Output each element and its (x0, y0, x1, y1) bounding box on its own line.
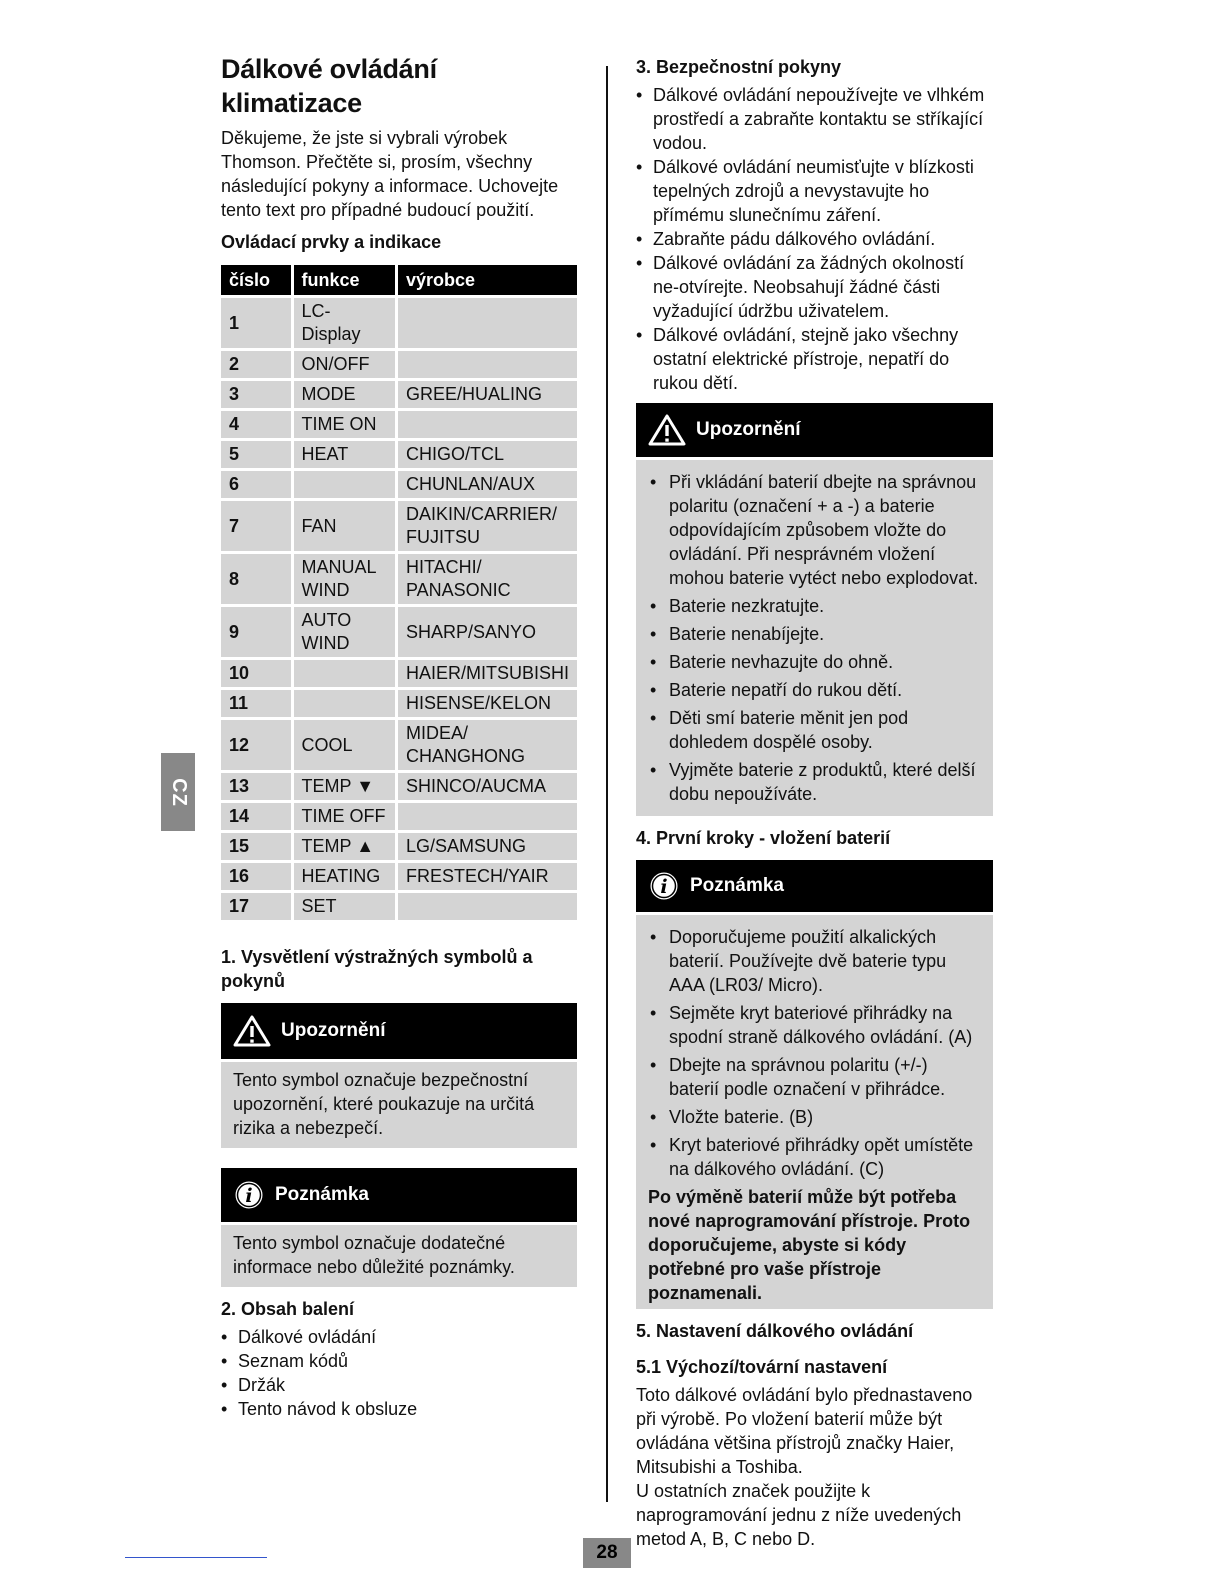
list-item: • Sejměte kryt bateriové přihrádky na spodní straně dálkového ovládání. (A) (648, 1001, 981, 1049)
table-row (221, 720, 577, 770)
list-item: • Dálkové ovládání neumisťujte v blízkosti tepelných zdrojů a nevystavujte ho přímému slunečnímu záření. (636, 155, 993, 227)
language-tab (161, 753, 195, 831)
info-icon (648, 870, 680, 902)
list-item: • Dálkové ovládání nepoužívejte ve vlhkém prostředí a zabraňte kontaktu se stříkající vodou. (636, 83, 993, 155)
row-manufacturer: MIDEA/ CHANGHONG (398, 720, 577, 770)
row-manufacturer: GREE/HUALING (398, 381, 577, 408)
row-number: 9 (221, 607, 291, 657)
table-header-row (221, 265, 577, 295)
language-tab-label: CZ (167, 777, 190, 807)
battery-warning-header (636, 403, 993, 457)
row-number: 2 (221, 351, 291, 378)
table-row (221, 607, 577, 657)
warning-box-text: Tento symbol označuje bezpečnostní upozornění, které poukazuje na určitá rizika a nebezpečí. (221, 1059, 577, 1148)
table-row (221, 381, 577, 408)
list-item: • Dálkové ovládání (221, 1325, 577, 1349)
row-manufacturer: SHINCO/AUCMA (398, 773, 577, 800)
table-row (221, 863, 577, 890)
header-number: číslo (221, 265, 291, 295)
list-item: • Baterie nenabíjejte. (648, 622, 981, 646)
info-icon (233, 1179, 265, 1211)
row-function: TIME ON (294, 411, 395, 438)
table-row (221, 351, 577, 378)
row-function: TEMP ▲ (294, 833, 395, 860)
note-box-title: Poznámka (275, 1184, 369, 1205)
table-row (221, 471, 577, 498)
list-item: • Děti smí baterie měnit jen pod dohledem dospělé osoby. (648, 706, 981, 754)
table-row (221, 803, 577, 830)
intro-text: Děkujeme, že jste si vybrali výrobek Thomson. Přečtěte si, prosím, všechny následující pokyny a informace. Uchovejte tento text pro případné budoucí použití. (221, 128, 559, 220)
row-function: SET (294, 893, 395, 920)
battery-note-bold-text: Po výměně baterií může být potřeba nové naprogramování přístroje. Proto doporučujeme, abyste si kódy potřebné pro vaše přístroje poznamenali. (648, 1187, 971, 1303)
row-manufacturer: HAIER/MITSUBISHI (398, 660, 577, 687)
warning-box-header (221, 1003, 577, 1059)
row-function: HEATING (294, 863, 395, 890)
row-number: 10 (221, 660, 291, 687)
section51-text-1: Toto dálkové ovládání bylo přednastaveno při výrobě. Po vložení baterií může být ovládána většina přístrojů značky Haier, Mitsubishi a Toshiba. (636, 1385, 973, 1477)
table-row (221, 441, 577, 468)
list-item: • Dálkové ovládání, stejně jako všechny ostatní elektrické přístroje, nepatří do rukou dětí. (636, 323, 993, 395)
section51-text-2: U ostatních značek použijte k naprogramování jednu z níže uvedených metod A, B, C nebo D. (636, 1481, 962, 1549)
page-number: 28 (583, 1538, 631, 1568)
safety-list (636, 83, 993, 395)
table-row (221, 893, 577, 920)
row-number: 15 (221, 833, 291, 860)
table-row (221, 833, 577, 860)
row-number: 5 (221, 441, 291, 468)
battery-warning-body (636, 457, 993, 816)
table-row (221, 298, 577, 348)
row-manufacturer (398, 803, 577, 830)
list-item: • Seznam kódů (221, 1349, 577, 1373)
warning-box-title: Upozornění (281, 1020, 386, 1041)
row-manufacturer: LG/SAMSUNG (398, 833, 577, 860)
svg-text:i: i (245, 1185, 253, 1207)
header-manufacturer: výrobce (398, 265, 577, 295)
list-item: • Držák (221, 1373, 577, 1397)
right-column (636, 55, 993, 1551)
row-manufacturer: DAIKIN/CARRIER/ FUJITSU (398, 501, 577, 551)
list-item: • Dálkové ovládání za žádných okolností ne-otvírejte. Neobsahují žádné části vyžadující údržbu uživatelem. (636, 251, 993, 323)
table-row (221, 660, 577, 687)
row-function (294, 471, 395, 498)
row-number: 6 (221, 471, 291, 498)
section1-heading: 1. Vysvětlení výstražných symbolů a pokynů (221, 947, 533, 991)
row-manufacturer: HISENSE/KELON (398, 690, 577, 717)
list-item: • Baterie nezkratujte. (648, 594, 981, 618)
row-manufacturer: FRESTECH/YAIR (398, 863, 577, 890)
row-number: 1 (221, 298, 291, 348)
controls-table (218, 262, 580, 923)
row-number: 12 (221, 720, 291, 770)
note-box (221, 1168, 577, 1287)
header-function: funkce (294, 265, 395, 295)
battery-note-title: Poznámka (690, 875, 784, 896)
list-item: • Při vkládání baterií dbejte na správnou polaritu (označení + a -) a baterie odpovídajícím způsobem vložte do ovládání. Při nesprávném vložení mohou baterie vytéct nebo explodovat. (648, 470, 981, 590)
warning-triangle-icon (648, 414, 686, 446)
section2-heading: 2. Obsah balení (221, 1299, 355, 1319)
row-number: 4 (221, 411, 291, 438)
table-row (221, 554, 577, 604)
list-item: • Dbejte na správnou polaritu (+/-) baterií podle označení v přihrádce. (648, 1053, 981, 1101)
list-item: • Kryt bateriové přihrádky opět umístěte na dálkového ovládání. (C) (648, 1133, 981, 1181)
row-function: FAN (294, 501, 395, 551)
list-item: • Vložte baterie. (B) (648, 1105, 981, 1129)
list-item: • Doporučujeme použití alkalických baterií. Používejte dvě baterie typu AAA (LR03/ Micro). (648, 925, 981, 997)
row-number: 3 (221, 381, 291, 408)
battery-warning-title: Upozornění (696, 419, 801, 440)
controls-heading: Ovládací prvky a indikace (221, 232, 442, 252)
note-box-header (221, 1168, 577, 1222)
table-row (221, 411, 577, 438)
warning-box (221, 1003, 577, 1148)
list-item: • Baterie nepatří do rukou dětí. (648, 678, 981, 702)
footer-rule (125, 1557, 267, 1558)
left-column (221, 52, 577, 1421)
table-row (221, 690, 577, 717)
svg-text:i: i (660, 876, 668, 898)
battery-note-box (636, 860, 993, 1309)
row-function: ON/OFF (294, 351, 395, 378)
row-number: 11 (221, 690, 291, 717)
note-box-text: Tento symbol označuje dodatečné informace nebo důležité poznámky. (221, 1222, 577, 1287)
section5-heading: 5. Nastavení dálkového ovládání (636, 1321, 914, 1341)
row-function (294, 690, 395, 717)
table-row (221, 773, 577, 800)
list-item: • Baterie nevhazujte do ohně. (648, 650, 981, 674)
row-manufacturer (398, 893, 577, 920)
row-function: MANUAL WIND (294, 554, 395, 604)
table-row (221, 501, 577, 551)
section51-heading: 5.1 Výchozí/tovární nastavení (636, 1357, 888, 1377)
row-number: 17 (221, 893, 291, 920)
column-divider (606, 66, 608, 1502)
battery-warning-list (648, 470, 981, 806)
row-manufacturer: CHUNLAN/AUX (398, 471, 577, 498)
row-function: TEMP ▼ (294, 773, 395, 800)
row-function: AUTO WIND (294, 607, 395, 657)
row-function: HEAT (294, 441, 395, 468)
row-number: 7 (221, 501, 291, 551)
section4-heading: 4. První kroky - vložení baterií (636, 828, 891, 848)
row-number: 8 (221, 554, 291, 604)
battery-note-list (648, 925, 981, 1181)
row-manufacturer: HITACHI/ PANASONIC (398, 554, 577, 604)
list-item: • Vyjměte baterie z produktů, které delší dobu nepoužíváte. (648, 758, 981, 806)
list-item: • Zabraňte pádu dálkového ovládání. (636, 227, 993, 251)
package-list (221, 1325, 577, 1421)
row-manufacturer (398, 298, 577, 348)
row-function: TIME OFF (294, 803, 395, 830)
row-number: 16 (221, 863, 291, 890)
battery-note-header (636, 860, 993, 912)
row-manufacturer: CHIGO/TCL (398, 441, 577, 468)
row-function: COOL (294, 720, 395, 770)
row-number: 14 (221, 803, 291, 830)
row-number: 13 (221, 773, 291, 800)
battery-warning-box (636, 403, 993, 816)
row-function: MODE (294, 381, 395, 408)
list-item: • Tento návod k obsluze (221, 1397, 577, 1421)
battery-note-body (636, 912, 993, 1309)
row-manufacturer (398, 411, 577, 438)
section3-heading: 3. Bezpečnostní pokyny (636, 57, 842, 77)
page-title: Dálkové ovládání klimatizace (221, 54, 437, 118)
row-manufacturer: SHARP/SANYO (398, 607, 577, 657)
row-function (294, 660, 395, 687)
row-manufacturer (398, 351, 577, 378)
warning-triangle-icon (233, 1015, 271, 1047)
row-function: LC-Display (294, 298, 395, 348)
